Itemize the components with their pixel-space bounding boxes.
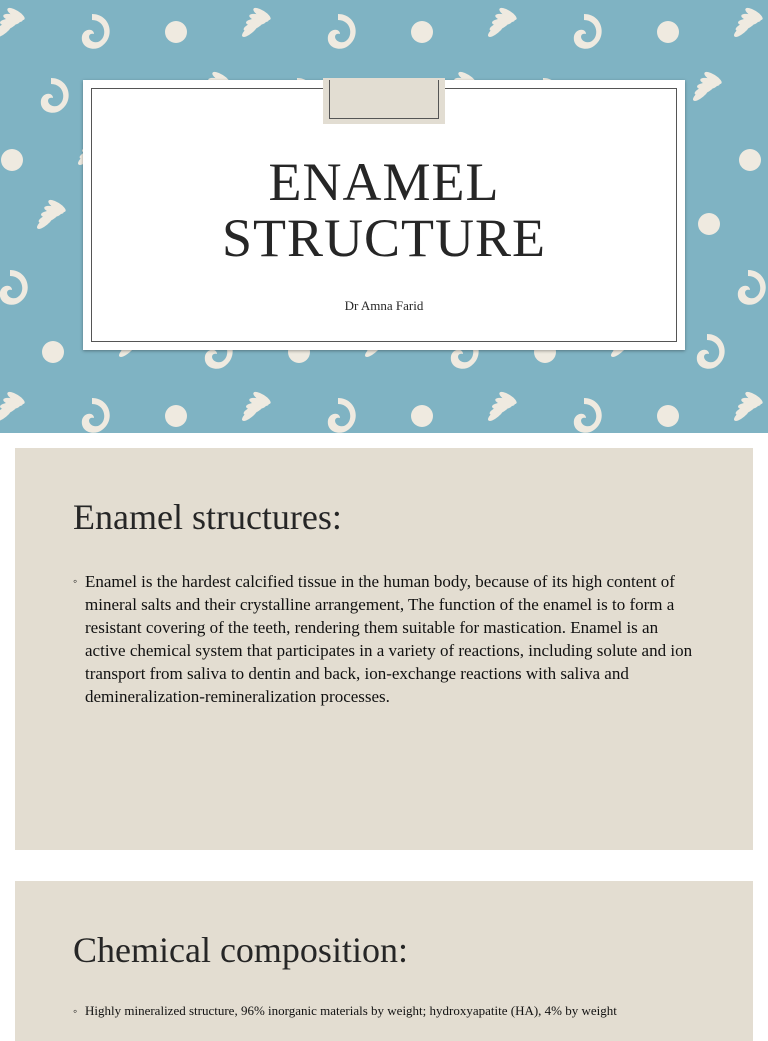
bullet-item <box>73 1002 693 1020</box>
bullet-item <box>73 570 693 708</box>
title-card <box>83 80 685 350</box>
title-line-1: ENAMEL <box>268 152 500 212</box>
pattern-motif <box>0 6 26 39</box>
pattern-motif <box>574 14 602 49</box>
title-slide <box>0 0 768 433</box>
pattern-motif <box>165 405 187 427</box>
pattern-motif <box>240 390 272 423</box>
pattern-motif <box>697 334 725 369</box>
pattern-motif <box>732 390 764 423</box>
bullet-text: Highly mineralized structure, 96% inorganic materials by weight; hydroxyapatite (HA), 4% by weight <box>85 1003 617 1018</box>
author-name: Dr Amna Farid <box>344 298 424 313</box>
pattern-motif <box>328 14 356 49</box>
slide-enamel-structures <box>15 448 753 850</box>
pattern-motif <box>41 78 69 113</box>
pattern-motif <box>0 390 26 423</box>
pattern-motif <box>165 21 187 43</box>
slide-chemical-composition <box>15 881 753 1041</box>
pattern-motif <box>657 21 679 43</box>
bullet-circle-icon: ◦ <box>73 574 78 588</box>
pattern-motif <box>574 398 602 433</box>
pattern-motif <box>82 14 110 49</box>
slide-heading: Chemical composition: <box>73 930 408 970</box>
pattern-motif <box>698 213 720 235</box>
pattern-motif <box>82 398 110 433</box>
pattern-motif <box>738 270 766 305</box>
pattern-motif <box>739 149 761 171</box>
pattern-motif <box>0 270 28 305</box>
pattern-motif <box>42 341 64 363</box>
pattern-motif <box>657 405 679 427</box>
title-line-2: STRUCTURE <box>221 208 547 268</box>
slide-heading: Enamel structures: <box>73 497 342 537</box>
pattern-motif <box>240 6 272 39</box>
bullet-circle-icon: ◦ <box>73 1004 78 1018</box>
pattern-motif <box>1 149 23 171</box>
pattern-motif <box>732 6 764 39</box>
title-card-tab-inner <box>329 80 439 119</box>
pattern-motif <box>35 198 67 231</box>
pattern-motif <box>486 390 518 423</box>
pattern-motif <box>691 70 723 103</box>
pattern-motif <box>328 398 356 433</box>
pattern-motif <box>411 21 433 43</box>
pattern-motif <box>411 405 433 427</box>
presentation-title <box>83 154 685 266</box>
pattern-motif <box>486 6 518 39</box>
bullet-text: Enamel is the hardest calcified tissue in the human body, because of its high content of mineral salts and their crystalline arrangement, The function of the enamel is to form a resistant covering of the teeth, rendering them suitable for mastication. Enamel is an active chemical system that participates in a variety of reactions, including solute and ion transport from saliva to dentin and back, ion-exchange reactions with saliva and demineralization-remineralization processes. <box>85 572 693 706</box>
